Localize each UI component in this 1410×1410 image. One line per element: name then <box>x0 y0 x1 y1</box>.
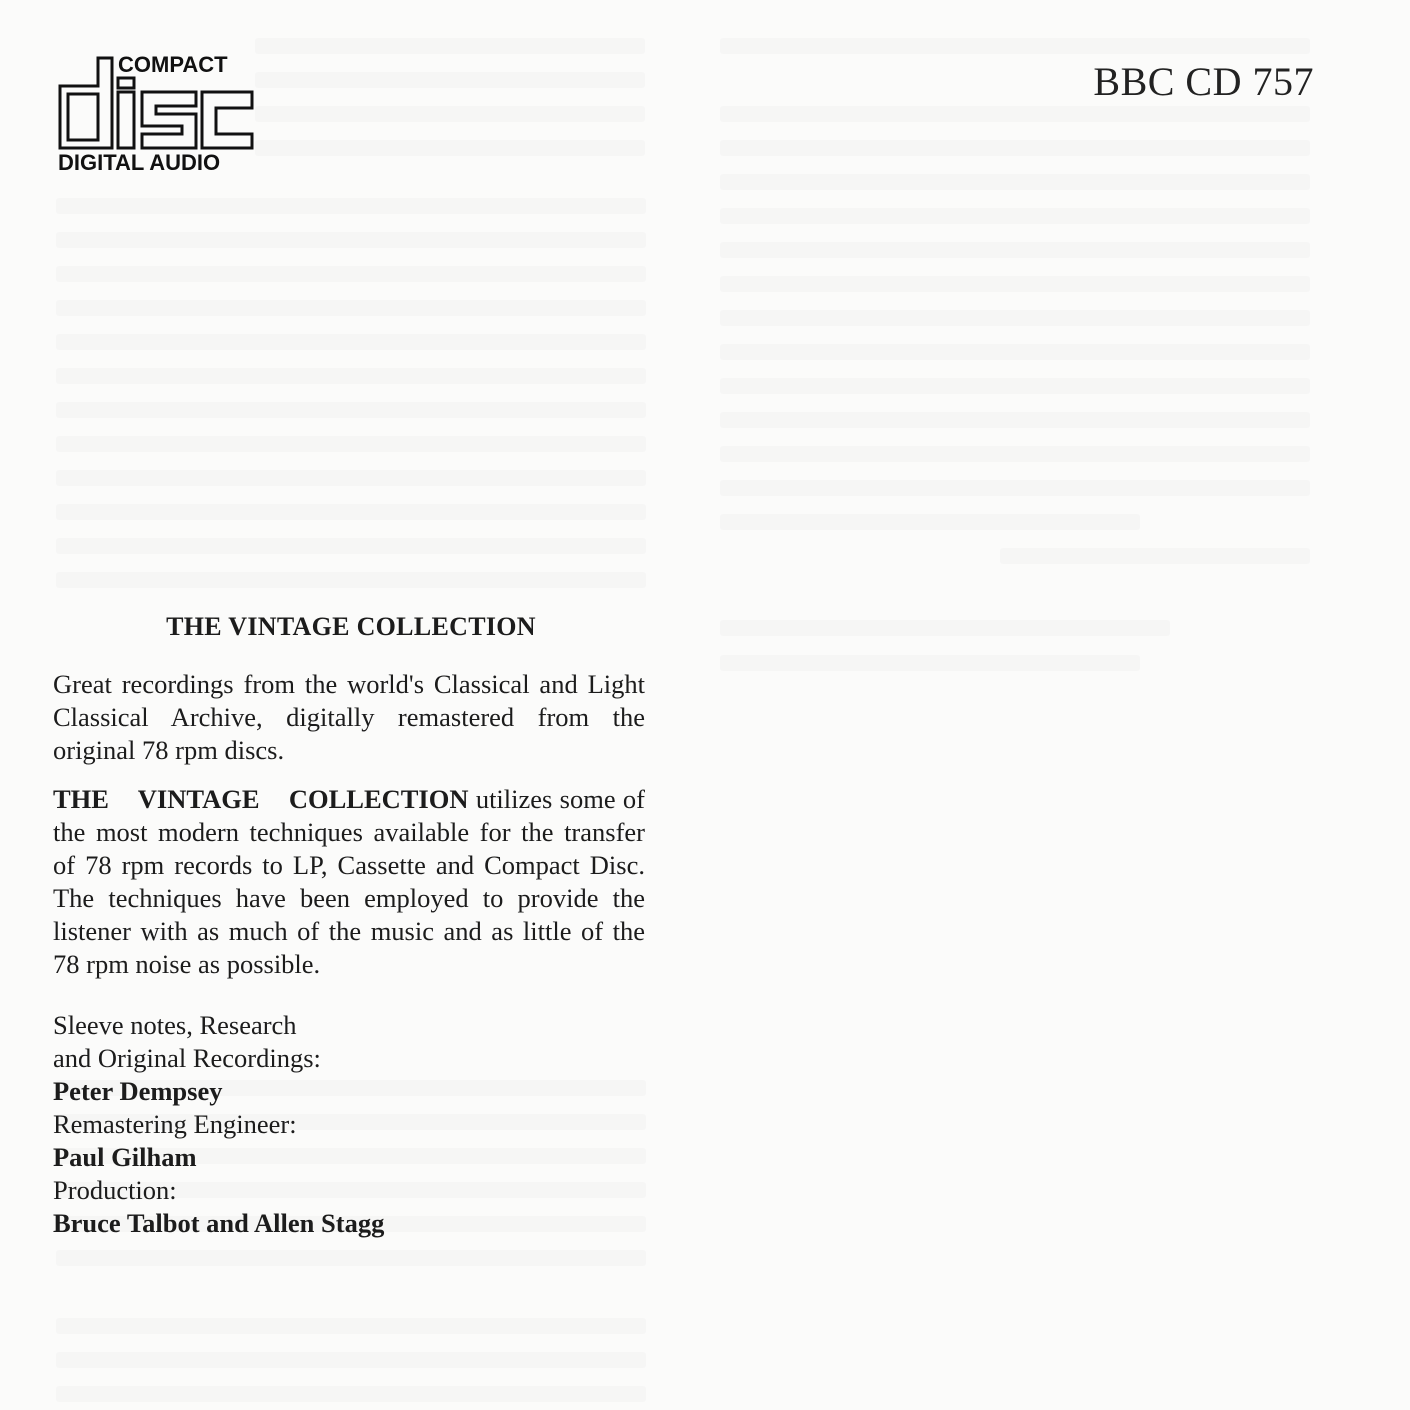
credit-name-research: Peter Dempsey <box>53 1076 223 1106</box>
compact-disc-logo <box>56 48 261 176</box>
credits <box>53 1009 645 1240</box>
body-lead: THE VINTAGE COLLECTION <box>53 784 469 814</box>
credit-name-production: Bruce Talbot and Allen Stagg <box>53 1208 385 1238</box>
section-heading: THE VINTAGE COLLECTION <box>166 612 536 641</box>
body-text: utilizes some of the most modern techniques available for the transfer of 78 rpm records to LP, Cassette and Compact Disc. The techniques have been employed to provide the listener with as much of the music and as little of the 78 rpm noise as possible. <box>53 784 645 979</box>
compact-disc-logo-icon <box>56 48 261 176</box>
intro-paragraph: Great recordings from the world's Classical and Light Classical Archive, digitally remastered from the original 78 rpm discs. <box>53 669 645 765</box>
credit-label-remastering: Remastering Engineer: <box>53 1109 297 1139</box>
credit-label-research-1: Sleeve notes, Research <box>53 1010 297 1040</box>
logo-top-text: COMPACT <box>118 52 228 77</box>
catalog-number: BBC CD 757 <box>1093 59 1314 104</box>
credit-label-research-2: and Original Recordings: <box>53 1043 321 1073</box>
credit-name-remastering: Paul Gilham <box>53 1142 197 1172</box>
logo-bottom-text: DIGITAL AUDIO <box>58 150 221 175</box>
vintage-collection-notes <box>53 612 645 1240</box>
body-paragraph <box>53 783 645 981</box>
credit-label-production: Production: <box>53 1175 177 1205</box>
